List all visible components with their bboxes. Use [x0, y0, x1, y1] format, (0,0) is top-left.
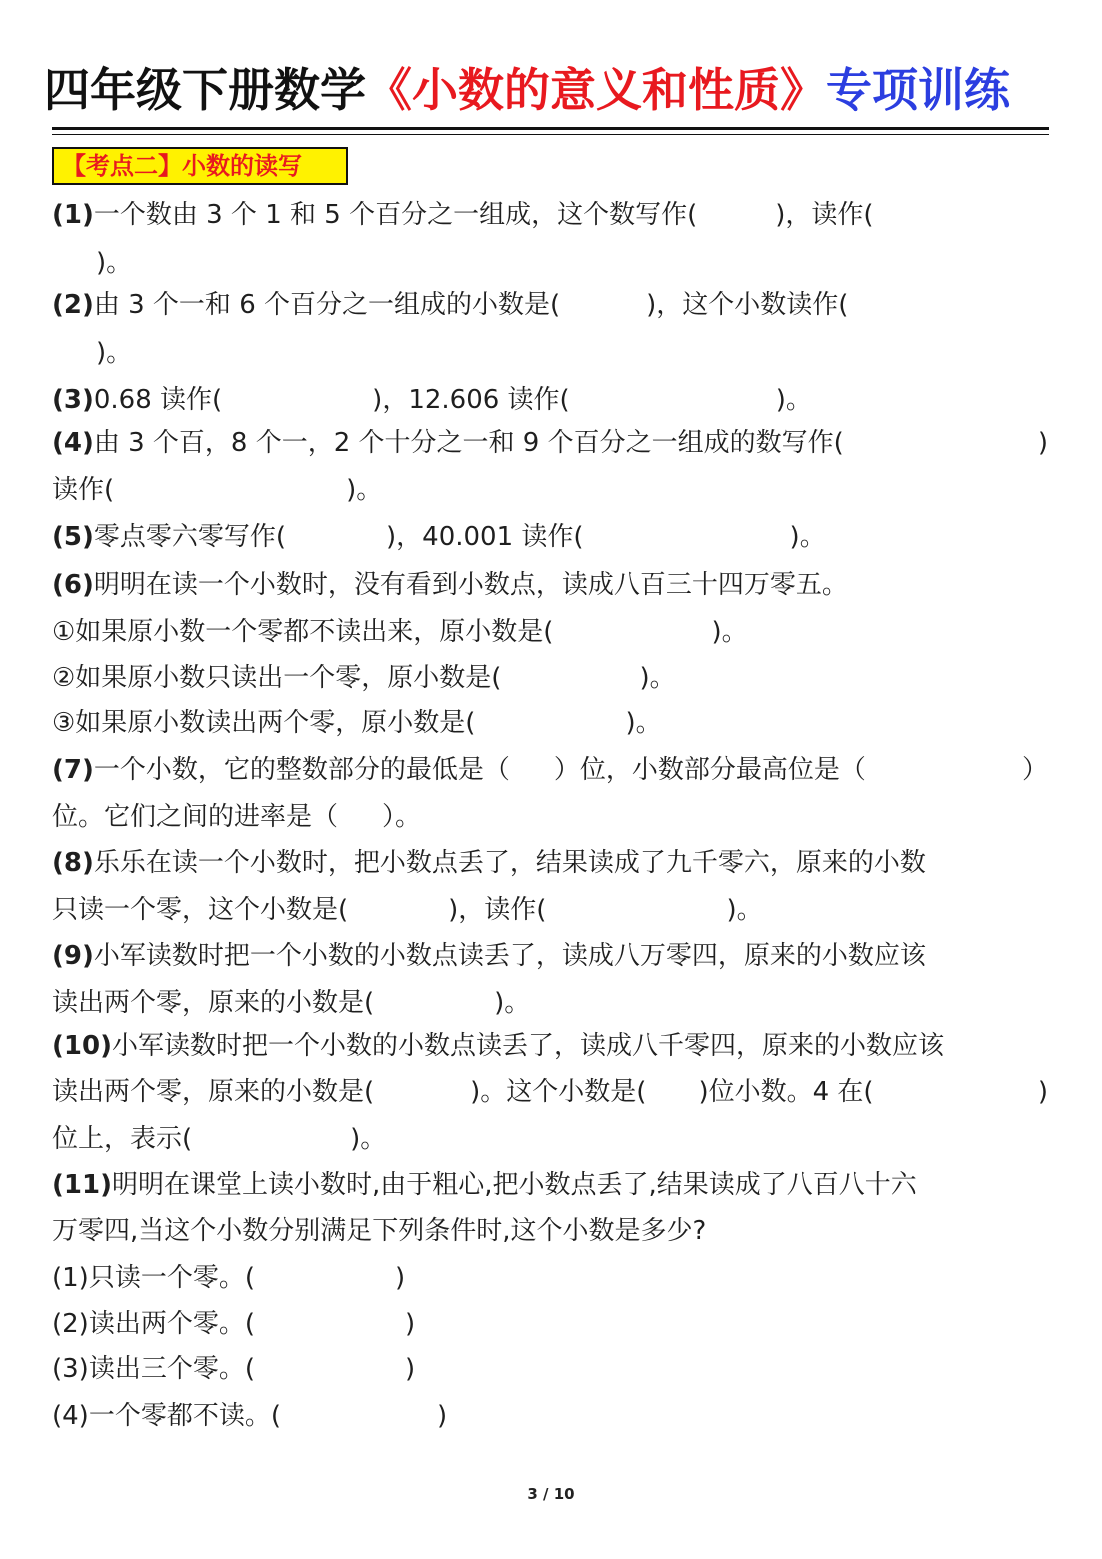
title-rule-thick	[52, 127, 1049, 130]
question-11-line-2: 万零四,当这个小数分别满足下列条件时,这个小数是多少?	[52, 1216, 707, 1246]
question-10-line-2: 读出两个零，原来的小数是( )。这个小数是( )位小数。4 在( )	[52, 1077, 1048, 1107]
title-rule-thin	[52, 134, 1049, 135]
question-6: (6)明明在读一个小数时，没有看到小数点，读成八百三十四万零五。	[52, 570, 848, 600]
question-6-sub-3: ③如果原小数读出两个零，原小数是( )。	[52, 708, 662, 738]
question-2-line-2: )。	[96, 338, 133, 368]
question-9-line-2: 读出两个零，原来的小数是( )。	[52, 988, 531, 1018]
question-1-line-2: )。	[96, 248, 133, 278]
question-5: (5)零点零六零写作( )，40.001 读作( )。	[52, 522, 826, 552]
question-11-sub-2: (2)读出两个零。( )	[52, 1309, 416, 1339]
question-8-line-2: 只读一个零，这个小数是( )，读作( )。	[52, 895, 763, 925]
question-11-sub-1: (1)只读一个零。( )	[52, 1263, 406, 1293]
title-grade: 四年级下册数学	[44, 63, 366, 117]
question-11-sub-4: (4)一个零都不读。( )	[52, 1401, 448, 1431]
question-10-line-3: 位上，表示( )。	[52, 1124, 387, 1154]
question-9-line-1: (9)小军读数时把一个小数的小数点读丢了，读成八万零四，原来的小数应该	[52, 941, 926, 971]
question-8-line-1: (8)乐乐在读一个小数时，把小数点丢了，结果读成了九千零六，原来的小数	[52, 848, 926, 878]
question-7-line-1: (7)一个小数，它的整数部分的最低是（ ）位，小数部分最高位是（ ）	[52, 755, 1048, 785]
title-training: 专项训练	[826, 63, 1010, 117]
question-11-line-1: (11)明明在课堂上读小数时,由于粗心,把小数点丢了,结果读成了八百八十六	[52, 1170, 917, 1200]
question-11-sub-3: (3)读出三个零。( )	[52, 1354, 416, 1384]
question-2-line-1: (2)由 3 个一和 6 个百分之一组成的小数是( )，这个小数读作(	[52, 290, 849, 320]
question-6-sub-1: ①如果原小数一个零都不读出来，原小数是( )。	[52, 617, 748, 647]
page-number: 3 / 10	[527, 1485, 575, 1503]
question-7-line-2: 位。它们之间的进率是（ ）。	[52, 802, 422, 832]
title-topic: 《小数的意义和性质》	[366, 63, 826, 117]
section-label: 【考点二】小数的读写	[52, 147, 348, 185]
question-1-line-1: (1)一个数由 3 个 1 和 5 个百分之一组成，这个数写作( )，读作(	[52, 200, 874, 230]
question-4-line-2: 读作( )。	[52, 475, 383, 505]
page-title	[44, 50, 1064, 130]
question-3: (3)0.68 读作( )，12.606 读作( )。	[52, 385, 812, 415]
question-6-sub-2: ②如果原小数只读出一个零，原小数是( )。	[52, 663, 676, 693]
question-10-line-1: (10)小军读数时把一个小数的小数点读丢了，读成八千零四，原来的小数应该	[52, 1031, 944, 1061]
question-4-line-1: (4)由 3 个百，8 个一，2 个十分之一和 9 个百分之一组成的数写作( )	[52, 428, 1048, 458]
